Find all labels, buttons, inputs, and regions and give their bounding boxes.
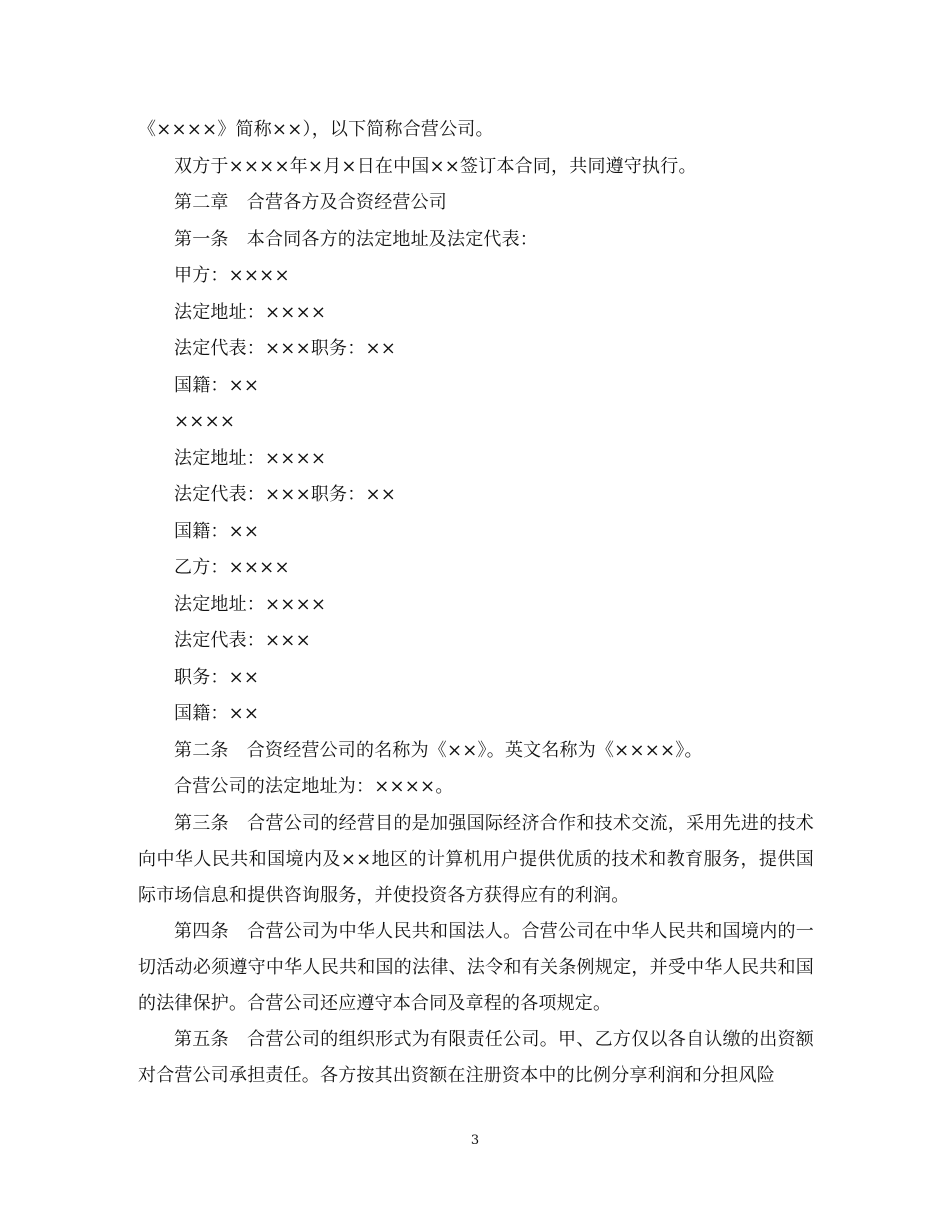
article-two: 第二条 合资经营公司的名称为《××》。英文名称为《××××》。 (174, 739, 703, 761)
article-four: 第四条 合营公司为中华人民共和国法人。合营公司在中华人民共和国境内的一切活动必须遵守中华人民共和国的法律、法令和有关条例规定，并受中华人民共和国的法律保护。合营公司还应遵守本合同及章程的各项规定。 (138, 920, 814, 1014)
second-party-name: ×××× (174, 411, 236, 432)
party-b-name: 乙方：×××× (174, 557, 290, 578)
article-three: 第三条 合营公司的经营目的是加强国际经济合作和技术交流，采用先进的技术向中华人民共和国境内及××地区的计算机用户提供优质的技术和教育服务，提供国际市场信息和提供咨询服务，并使投资各方获得应有的利润。 (138, 812, 814, 906)
party-a-representative: 法定代表：×××职务：×× (174, 338, 397, 359)
second-party-nationality: 国籍：×× (174, 520, 260, 542)
paragraph-company-short-name: 《××××》简称××），以下简称合营公司。 (138, 119, 494, 140)
document-body (138, 112, 814, 1094)
party-a-nationality: 国籍：×× (174, 374, 260, 396)
second-party-address: 法定地址：×××× (174, 447, 327, 469)
paragraph-signing-date: 双方于××××年×月×日在中国××签订本合同，共同遵守执行。 (174, 155, 697, 177)
chapter-two-heading: 第二章 合营各方及合资经营公司 (174, 192, 447, 213)
party-b-representative: 法定代表：××× (174, 630, 311, 651)
page-number: 3 (470, 1133, 480, 1148)
second-party-representative: 法定代表：×××职务：×× (174, 484, 397, 505)
company-legal-address: 合营公司的法定地址为：××××。 (174, 776, 454, 797)
article-five: 第五条 合营公司的组织形式为有限责任公司。甲、乙方仅以各自认缴的出资额对合营公司承担责任。各方按其出资额在注册资本中的比例分享利润和分担风险 (138, 1028, 814, 1086)
party-b-address: 法定地址：×××× (174, 593, 327, 615)
article-one-heading: 第一条 本合同各方的法定地址及法定代表： (174, 228, 538, 250)
party-b-nationality: 国籍：×× (174, 703, 260, 724)
party-a-address: 法定地址：×××× (174, 301, 327, 323)
party-a-name: 甲方：×××× (174, 265, 290, 286)
party-b-position: 职务：×× (174, 666, 260, 688)
